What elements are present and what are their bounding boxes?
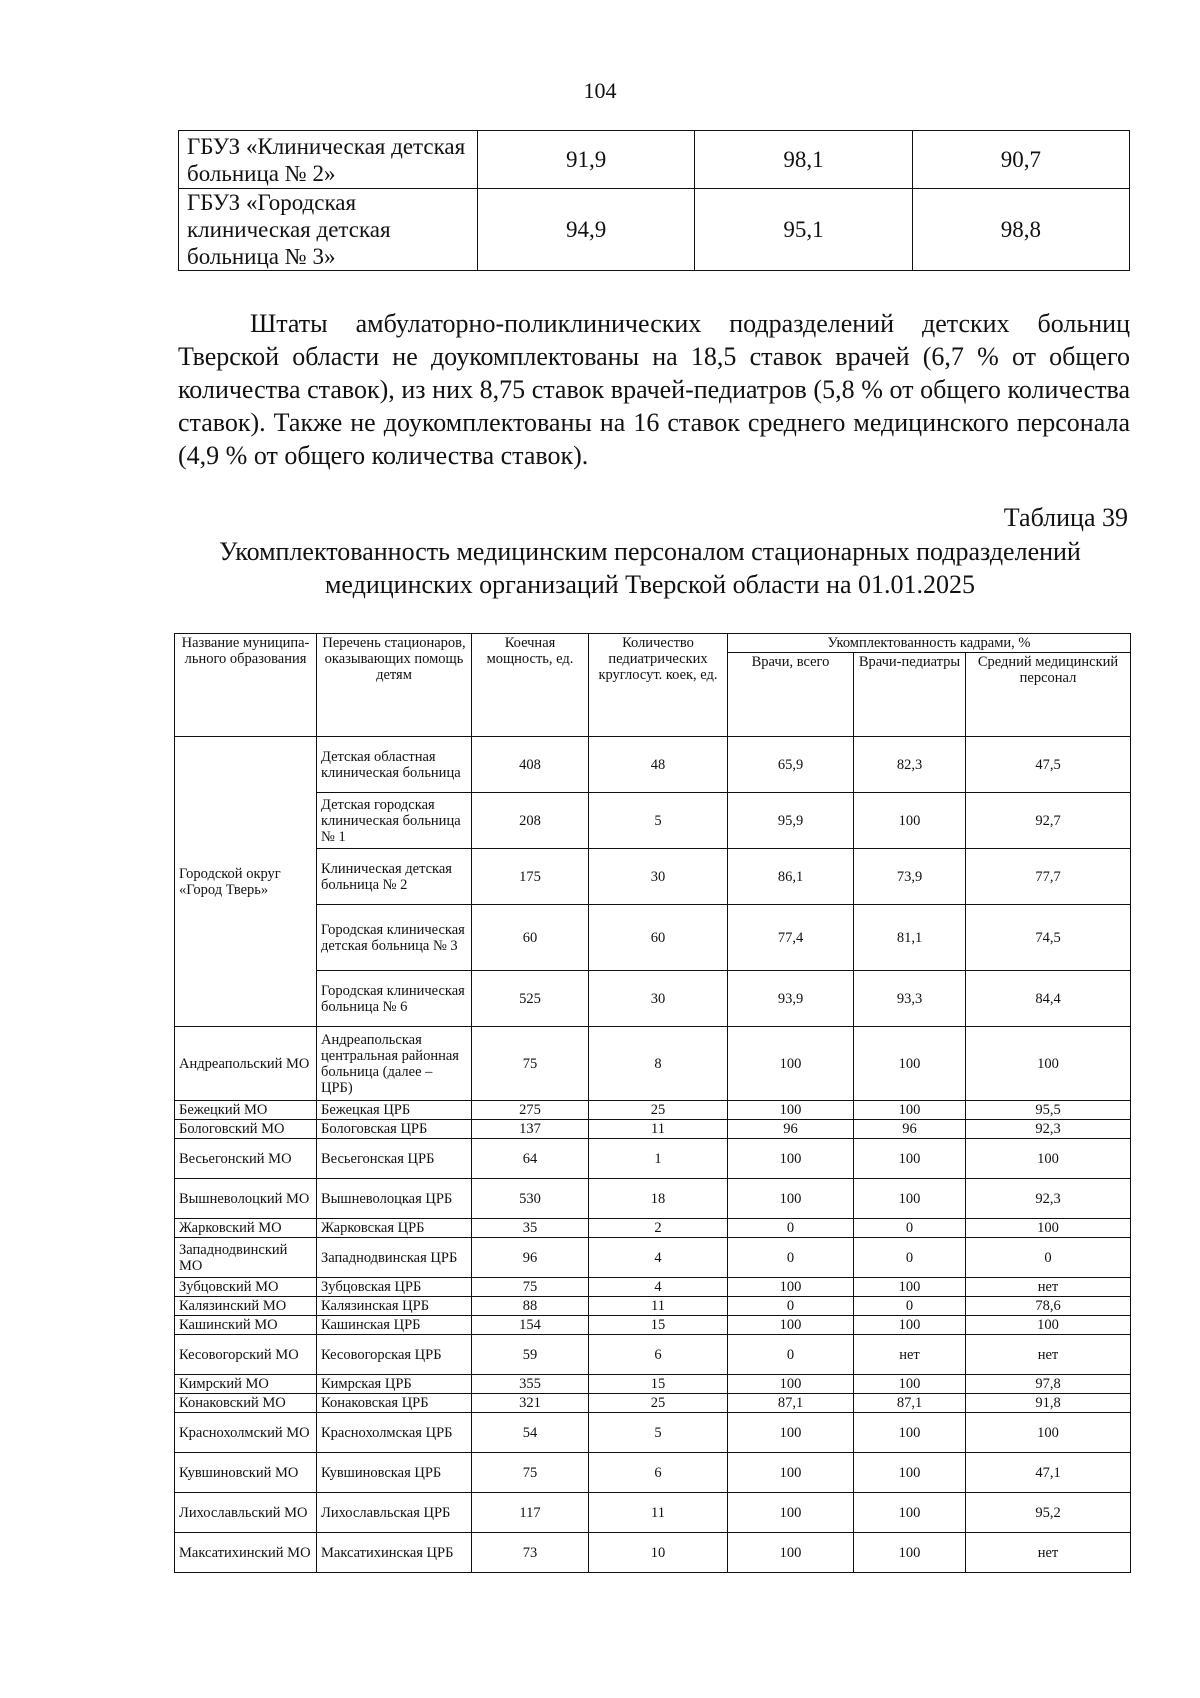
- doctors-cell: 0: [728, 1297, 854, 1316]
- ped-beds-cell: 30: [589, 971, 728, 1027]
- value-cell: 98,8: [912, 189, 1129, 271]
- table-row: [175, 1297, 1131, 1316]
- beds-cell: 96: [472, 1238, 589, 1278]
- hospital-cell: Западнодвинская ЦРБ: [317, 1238, 472, 1278]
- value-cell: 94,9: [478, 189, 695, 271]
- pediatricians-cell: 87,1: [854, 1394, 966, 1413]
- doctors-cell: 77,4: [728, 905, 854, 971]
- table-row: [175, 971, 1131, 1027]
- doctors-cell: 100: [728, 1101, 854, 1120]
- pediatricians-cell: 73,9: [854, 849, 966, 905]
- nurses-cell: 47,1: [966, 1453, 1131, 1493]
- nurses-cell: 0: [966, 1238, 1131, 1278]
- doctors-cell: 86,1: [728, 849, 854, 905]
- nurses-cell: 92,3: [966, 1120, 1131, 1139]
- doctors-cell: 93,9: [728, 971, 854, 1027]
- nurses-cell: 97,8: [966, 1375, 1131, 1394]
- pediatricians-cell: нет: [854, 1335, 966, 1375]
- hospital-cell: Детская городская клиническая больница № 1: [317, 793, 472, 849]
- ped-beds-cell: 15: [589, 1375, 728, 1394]
- nurses-cell: 92,7: [966, 793, 1131, 849]
- ped-beds-cell: 5: [589, 793, 728, 849]
- municipality-cell: Вышневолоцкий МО: [175, 1179, 317, 1219]
- pediatricians-cell: 100: [854, 1027, 966, 1101]
- doctors-cell: 95,9: [728, 793, 854, 849]
- municipality-cell: Андреапольский МО: [175, 1027, 317, 1101]
- municipality-cell: Кашинский МО: [175, 1316, 317, 1335]
- doctors-cell: 100: [728, 1413, 854, 1453]
- pediatricians-cell: 100: [854, 1101, 966, 1120]
- nurses-cell: 95,2: [966, 1493, 1131, 1533]
- beds-cell: 525: [472, 971, 589, 1027]
- nurses-cell: 74,5: [966, 905, 1131, 971]
- ped-beds-cell: 5: [589, 1413, 728, 1453]
- header-staffing-group: Укомплектованность кадрами, %: [728, 634, 1131, 653]
- beds-cell: 137: [472, 1120, 589, 1139]
- municipality-cell: Калязинский МО: [175, 1297, 317, 1316]
- body-paragraph: Штаты амбулаторно-поликлинических подразделений детских больниц Тверской области не доукомплектованы на 18,5 ставок врачей (6,7 % от общего количества ставок), из них 8,75 ставок врачей-педиатров (5,8 % от общего количества ставок). Также не доукомплектованы на 16 ставок среднего медицинского персонала (4,9 % от общего количества ставок).: [178, 309, 1130, 470]
- value-cell: 91,9: [478, 131, 695, 189]
- beds-cell: 64: [472, 1139, 589, 1179]
- municipality-cell: Зубцовский МО: [175, 1278, 317, 1297]
- table-row: [175, 1101, 1131, 1120]
- doctors-cell: 65,9: [728, 737, 854, 793]
- nurses-cell: 47,5: [966, 737, 1131, 793]
- ped-beds-cell: 6: [589, 1453, 728, 1493]
- ped-beds-cell: 18: [589, 1179, 728, 1219]
- pediatricians-cell: 100: [854, 1453, 966, 1493]
- municipality-cell: Кимрский МО: [175, 1375, 317, 1394]
- municipality-cell: Краснохолмский МО: [175, 1413, 317, 1453]
- pediatricians-cell: 0: [854, 1219, 966, 1238]
- ped-beds-cell: 11: [589, 1493, 728, 1533]
- pediatricians-cell: 81,1: [854, 905, 966, 971]
- table-row: [175, 849, 1131, 905]
- ped-beds-cell: 2: [589, 1219, 728, 1238]
- header-nurses: Средний медицинский персонал: [966, 653, 1131, 737]
- table-row: [175, 1375, 1131, 1394]
- hospital-cell: Калязинская ЦРБ: [317, 1297, 472, 1316]
- pediatricians-cell: 100: [854, 793, 966, 849]
- hospital-cell: Лихославльская ЦРБ: [317, 1493, 472, 1533]
- ped-beds-cell: 11: [589, 1297, 728, 1316]
- hospital-cell: Городская клиническая детская больница № 3: [317, 905, 472, 971]
- hospital-cell: Кимрская ЦРБ: [317, 1375, 472, 1394]
- pediatricians-cell: 96: [854, 1120, 966, 1139]
- ped-beds-cell: 11: [589, 1120, 728, 1139]
- doctors-cell: 100: [728, 1375, 854, 1394]
- ped-beds-cell: 4: [589, 1238, 728, 1278]
- table-row: [175, 737, 1131, 793]
- ped-beds-cell: 6: [589, 1335, 728, 1375]
- beds-cell: 60: [472, 905, 589, 971]
- beds-cell: 75: [472, 1278, 589, 1297]
- nurses-cell: 78,6: [966, 1297, 1131, 1316]
- pediatricians-cell: 100: [854, 1179, 966, 1219]
- nurses-cell: 77,7: [966, 849, 1131, 905]
- table-row: [175, 1335, 1131, 1375]
- doctors-cell: 100: [728, 1493, 854, 1533]
- beds-cell: 275: [472, 1101, 589, 1120]
- table-row: [175, 1394, 1131, 1413]
- value-cell: 98,1: [695, 131, 912, 189]
- nurses-cell: 100: [966, 1027, 1131, 1101]
- table-row: [175, 1139, 1131, 1179]
- municipality-cell: Западнодвинский МО: [175, 1238, 317, 1278]
- table-row: [175, 1120, 1131, 1139]
- doctors-cell: 96: [728, 1120, 854, 1139]
- municipality-cell: Конаковский МО: [175, 1394, 317, 1413]
- pediatricians-cell: 100: [854, 1278, 966, 1297]
- ped-beds-cell: 60: [589, 905, 728, 971]
- table-row: [175, 1453, 1131, 1493]
- ped-beds-cell: 15: [589, 1316, 728, 1335]
- hospital-cell: Андреапольская центральная районная больница (далее – ЦРБ): [317, 1027, 472, 1101]
- doctors-cell: 100: [728, 1179, 854, 1219]
- ped-beds-cell: 1: [589, 1139, 728, 1179]
- hospital-cell: Краснохолмская ЦРБ: [317, 1413, 472, 1453]
- header-beds: Коечная мощность, ед.: [472, 634, 589, 737]
- hospital-cell: Кувшиновская ЦРБ: [317, 1453, 472, 1493]
- hospital-name: ГБУЗ «Городская клиническая детская больница № 3»: [179, 189, 478, 271]
- doctors-cell: 100: [728, 1139, 854, 1179]
- beds-cell: 408: [472, 737, 589, 793]
- hospital-cell: Городская клиническая больница № 6: [317, 971, 472, 1027]
- table-row: [175, 1413, 1131, 1453]
- municipality-cell: Кесовогорский МО: [175, 1335, 317, 1375]
- municipality-cell: Городской округ «Город Тверь»: [175, 737, 317, 1027]
- table-row: [179, 131, 1130, 189]
- hospital-cell: Весьегонская ЦРБ: [317, 1139, 472, 1179]
- pediatricians-cell: 100: [854, 1413, 966, 1453]
- beds-cell: 208: [472, 793, 589, 849]
- hospital-cell: Жарковская ЦРБ: [317, 1219, 472, 1238]
- pediatricians-cell: 100: [854, 1139, 966, 1179]
- ped-beds-cell: 4: [589, 1278, 728, 1297]
- header-doctors-total: Врачи, всего: [728, 653, 854, 737]
- beds-cell: 88: [472, 1297, 589, 1316]
- table-row: [175, 1027, 1131, 1101]
- nurses-cell: 95,5: [966, 1101, 1131, 1120]
- nurses-cell: 84,4: [966, 971, 1131, 1027]
- value-cell: 90,7: [912, 131, 1129, 189]
- beds-cell: 73: [472, 1533, 589, 1573]
- table-row: [175, 1533, 1131, 1573]
- municipality-cell: Лихославльский МО: [175, 1493, 317, 1533]
- header-pediatricians: Врачи-педиатры: [854, 653, 966, 737]
- pediatricians-cell: 100: [854, 1316, 966, 1335]
- beds-cell: 154: [472, 1316, 589, 1335]
- table-row: [175, 905, 1131, 971]
- table-row: [175, 1219, 1131, 1238]
- doctors-cell: 0: [728, 1238, 854, 1278]
- page-number: 104: [583, 78, 617, 103]
- pediatricians-cell: 82,3: [854, 737, 966, 793]
- doctors-cell: 87,1: [728, 1394, 854, 1413]
- doctors-cell: 100: [728, 1278, 854, 1297]
- nurses-cell: 92,3: [966, 1179, 1131, 1219]
- nurses-cell: 100: [966, 1316, 1131, 1335]
- municipality-cell: Максатихинский МО: [175, 1533, 317, 1573]
- table-label: Таблица 39: [1003, 503, 1128, 532]
- pediatricians-cell: 100: [854, 1493, 966, 1533]
- municipality-cell: Жарковский МО: [175, 1219, 317, 1238]
- beds-cell: 35: [472, 1219, 589, 1238]
- pediatricians-cell: 0: [854, 1238, 966, 1278]
- value-cell: 95,1: [695, 189, 912, 271]
- municipality-cell: Бологовский МО: [175, 1120, 317, 1139]
- table-row: [175, 1493, 1131, 1533]
- table-row: [175, 793, 1131, 849]
- nurses-cell: нет: [966, 1533, 1131, 1573]
- doctors-cell: 0: [728, 1219, 854, 1238]
- ped-beds-cell: 8: [589, 1027, 728, 1101]
- staffing-table: [174, 633, 1131, 1573]
- hospital-cell: Кашинская ЦРБ: [317, 1316, 472, 1335]
- nurses-cell: 100: [966, 1139, 1131, 1179]
- hospital-cell: Детская областная клиническая больница: [317, 737, 472, 793]
- hospital-cell: Максатихинская ЦРБ: [317, 1533, 472, 1573]
- nurses-cell: 91,8: [966, 1394, 1131, 1413]
- pediatricians-cell: 93,3: [854, 971, 966, 1027]
- table-row: [175, 1278, 1131, 1297]
- beds-cell: 54: [472, 1413, 589, 1453]
- pediatricians-cell: 100: [854, 1375, 966, 1394]
- doctors-cell: 100: [728, 1533, 854, 1573]
- table-row: [175, 1238, 1131, 1278]
- table-row: [175, 1179, 1131, 1219]
- doctors-cell: 0: [728, 1335, 854, 1375]
- table-row: [179, 189, 1130, 271]
- hospital-name: ГБУЗ «Клиническая детская больница № 2»: [179, 131, 478, 189]
- header-municipality: Название муниципа-льного образования: [175, 634, 317, 737]
- nurses-cell: нет: [966, 1278, 1131, 1297]
- hospital-cell: Бологовская ЦРБ: [317, 1120, 472, 1139]
- nurses-cell: 100: [966, 1413, 1131, 1453]
- beds-cell: 355: [472, 1375, 589, 1394]
- municipality-cell: Весьегонский МО: [175, 1139, 317, 1179]
- hospital-cell: Конаковская ЦРБ: [317, 1394, 472, 1413]
- pediatricians-cell: 100: [854, 1533, 966, 1573]
- doctors-cell: 100: [728, 1027, 854, 1101]
- continued-table: [178, 130, 1130, 271]
- doctors-cell: 100: [728, 1453, 854, 1493]
- beds-cell: 175: [472, 849, 589, 905]
- pediatricians-cell: 0: [854, 1297, 966, 1316]
- ped-beds-cell: 25: [589, 1101, 728, 1120]
- hospital-cell: Бежецкая ЦРБ: [317, 1101, 472, 1120]
- beds-cell: 59: [472, 1335, 589, 1375]
- header-hospitals: Перечень стационаров, оказывающих помощь детям: [317, 634, 472, 737]
- nurses-cell: 100: [966, 1219, 1131, 1238]
- municipality-cell: Кувшиновский МО: [175, 1453, 317, 1493]
- ped-beds-cell: 48: [589, 737, 728, 793]
- municipality-cell: Бежецкий МО: [175, 1101, 317, 1120]
- ped-beds-cell: 25: [589, 1394, 728, 1413]
- table-row: [175, 1316, 1131, 1335]
- beds-cell: 321: [472, 1394, 589, 1413]
- hospital-cell: Клиническая детская больница № 2: [317, 849, 472, 905]
- hospital-cell: Вышневолоцкая ЦРБ: [317, 1179, 472, 1219]
- table-title: Укомплектованность медицинским персоналом стационарных подразделений медицинских организаций Тверской области на 01.01.2025: [219, 537, 1081, 599]
- ped-beds-cell: 10: [589, 1533, 728, 1573]
- doctors-cell: 100: [728, 1316, 854, 1335]
- hospital-cell: Кесовогорская ЦРБ: [317, 1335, 472, 1375]
- beds-cell: 75: [472, 1027, 589, 1101]
- header-pediatric-beds: Количество педиатрических круглосут. коек, ед.: [589, 634, 728, 737]
- nurses-cell: нет: [966, 1335, 1131, 1375]
- beds-cell: 117: [472, 1493, 589, 1533]
- beds-cell: 75: [472, 1453, 589, 1493]
- ped-beds-cell: 30: [589, 849, 728, 905]
- hospital-cell: Зубцовская ЦРБ: [317, 1278, 472, 1297]
- beds-cell: 530: [472, 1179, 589, 1219]
